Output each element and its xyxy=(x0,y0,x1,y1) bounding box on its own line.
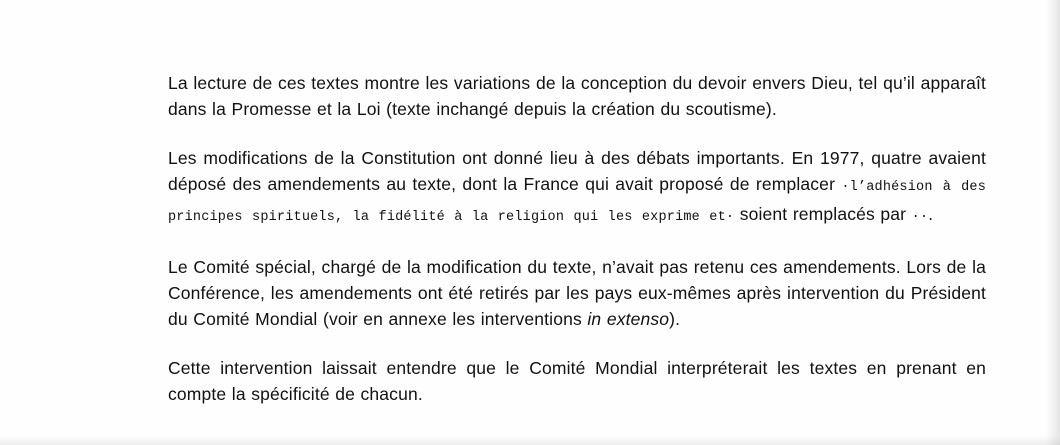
text-run-mono: ·· xyxy=(911,210,929,225)
text-run-normal: soient remplacés par xyxy=(734,204,912,224)
paragraph-2 xyxy=(168,145,986,231)
paragraph-4 xyxy=(168,355,986,407)
text-run-mono: ·l’adhésion à des principes spirituels, la fidélité à la religion qui les exprime et· xyxy=(168,180,986,225)
text-run-normal: La lecture de ces textes montre les variations de la conception du devoir envers Dieu, tel qu’il apparaît dans la Promesse et la Loi (texte inchangé depuis la création du scoutisme). xyxy=(168,73,986,119)
text-run-normal: Cette intervention laissait entendre que le Comité Mondial interpréterait les textes en prenant en compte la spécificité de chacun. xyxy=(168,358,986,404)
paragraph-3 xyxy=(168,254,986,332)
text-run-italic: in extenso xyxy=(587,309,670,329)
text-run-normal: Les modifications de la Constitution ont donné lieu à des débats importants. En 1977, quatre avaient déposé des amendements au texte, dont la France qui avait proposé de remplacer xyxy=(168,148,986,194)
text-run-normal: . xyxy=(928,204,934,224)
paragraph-1 xyxy=(168,70,986,122)
text-run-normal: ). xyxy=(669,309,681,329)
document-text-body xyxy=(168,70,986,407)
page-edge-shadow-right xyxy=(1046,0,1060,445)
page-edge-shadow-bottom xyxy=(0,435,1060,445)
text-run-normal: Le Comité spécial, chargé de la modification du texte, n’avait pas retenu ces amendements. Lors de la Conférence, les amendements ont été retirés par les pays eux-mêmes après intervention du Président du Comité Mondial (voir en annexe les interventions xyxy=(168,257,986,329)
